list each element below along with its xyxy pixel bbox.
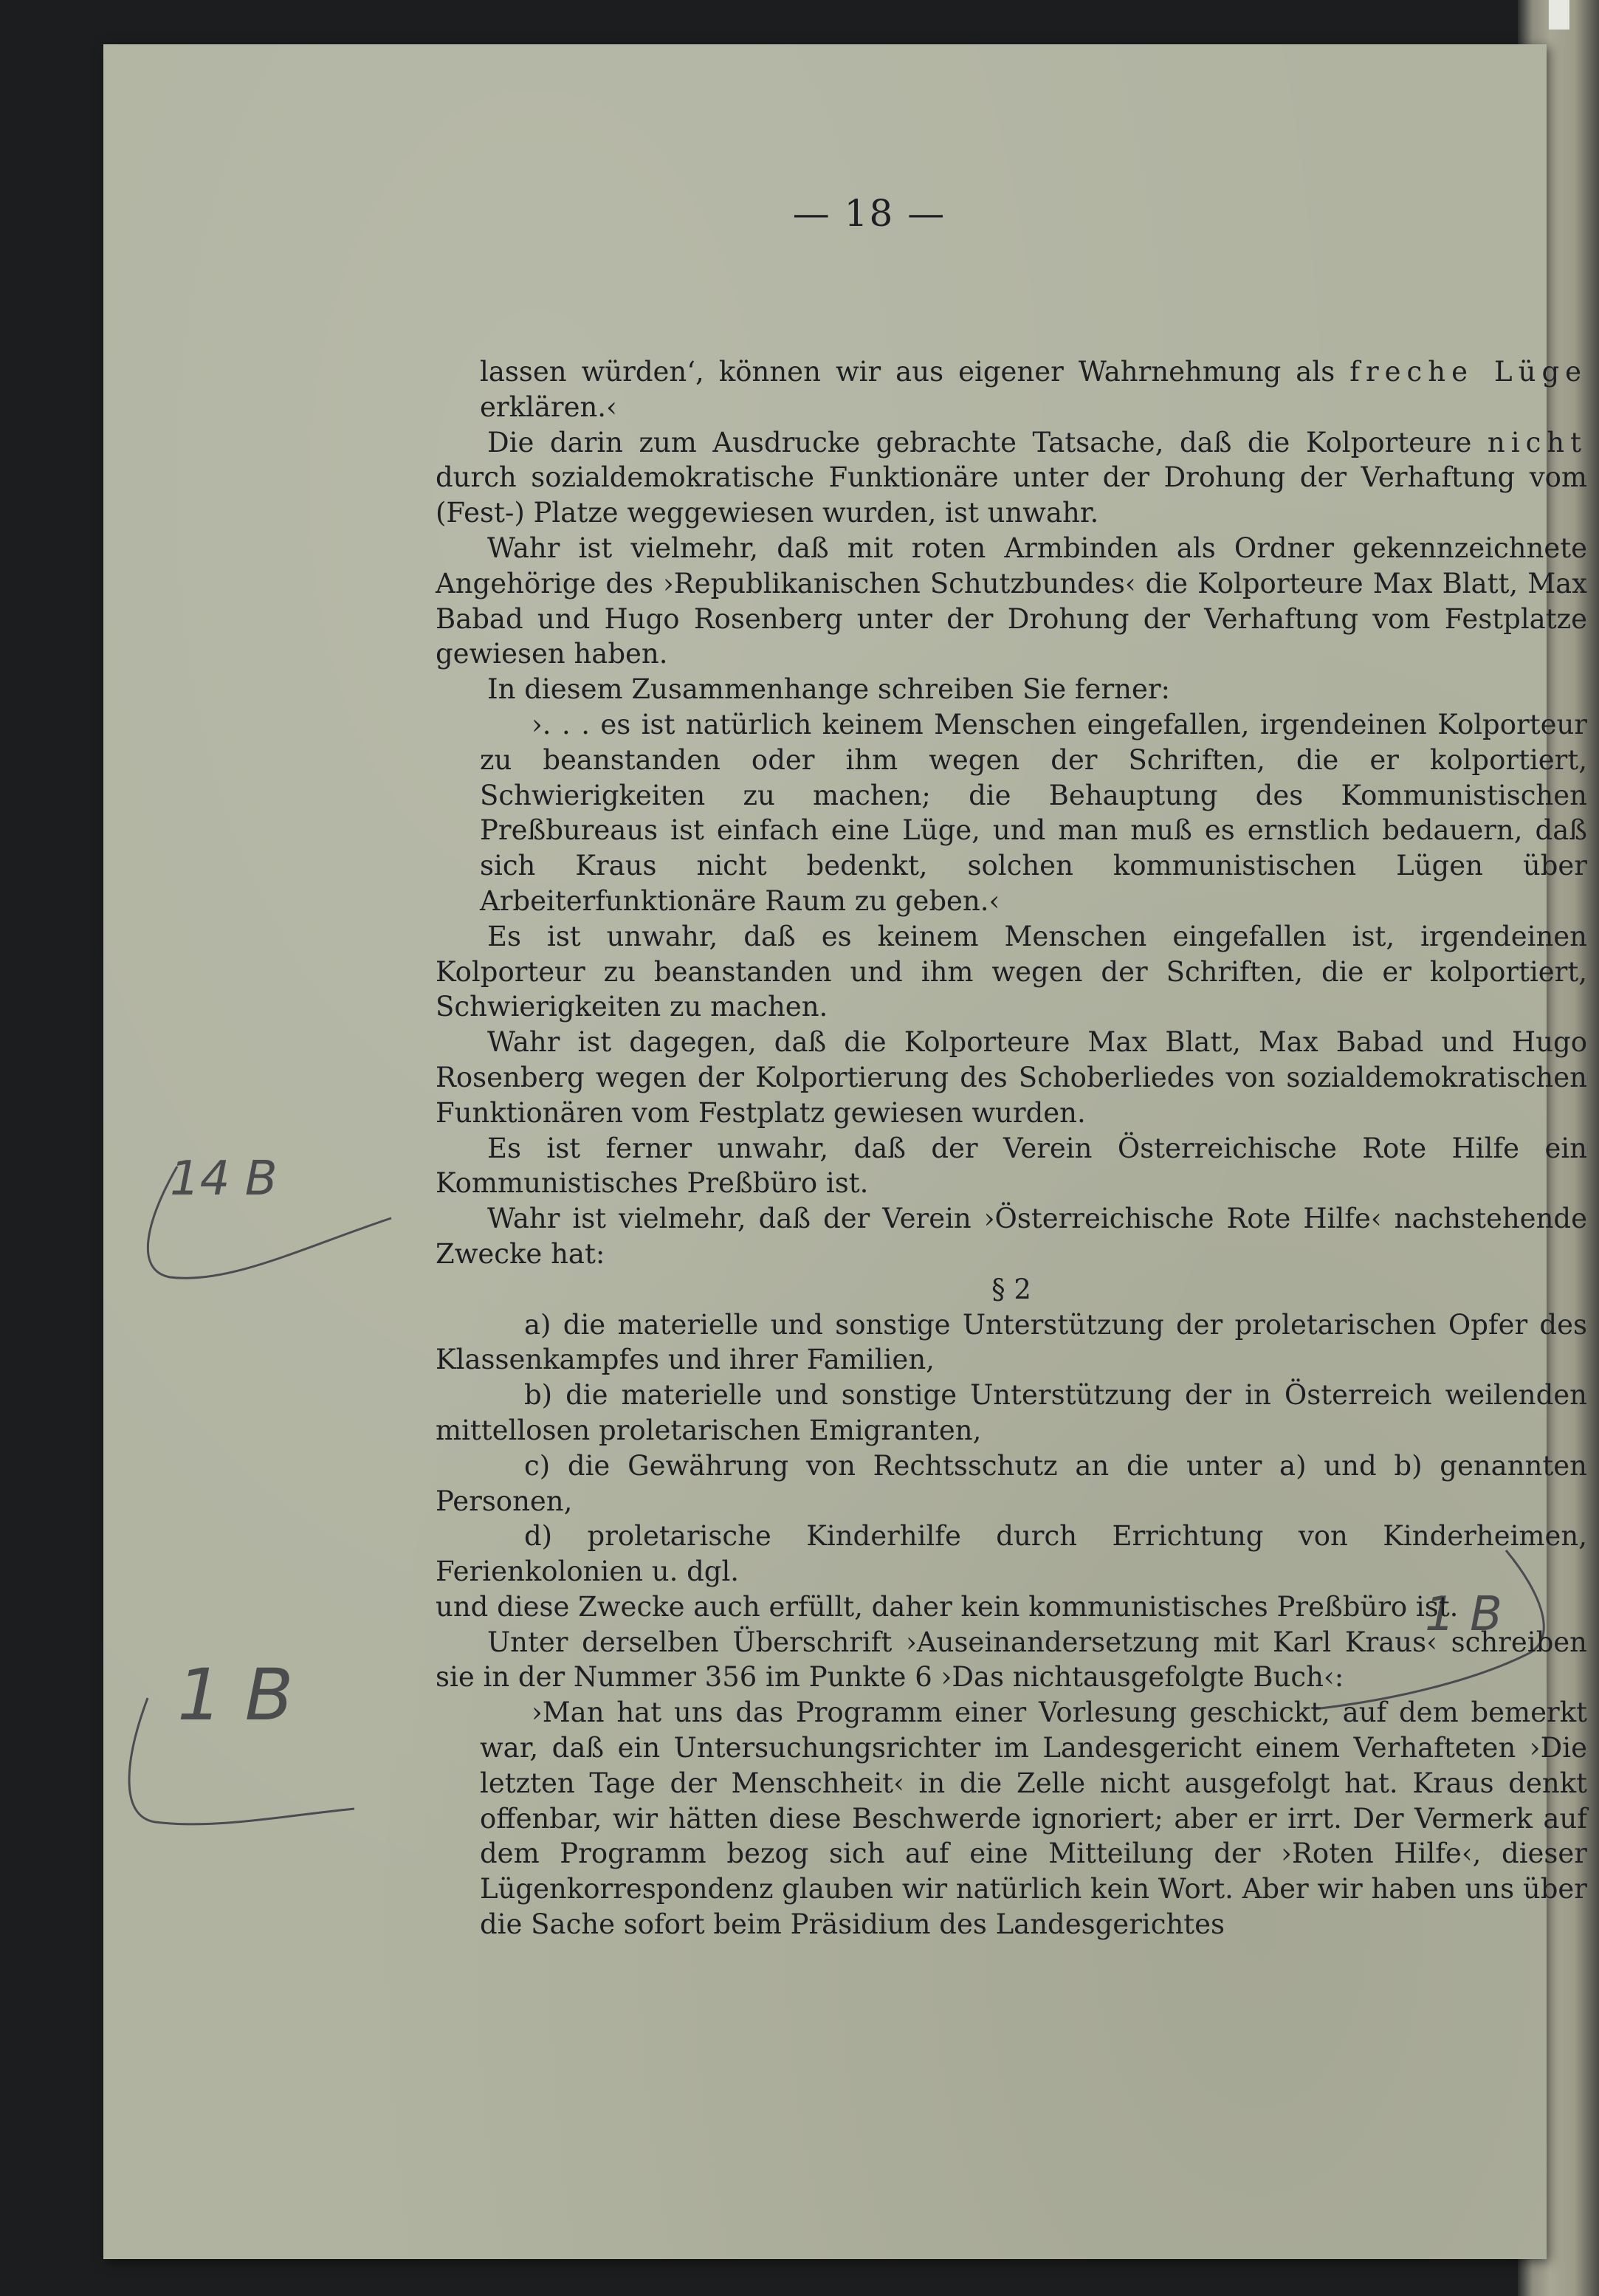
document-page <box>103 44 1588 2259</box>
annotation-text: 1 B <box>177 1654 294 1736</box>
paragraph: Wahr ist vielmehr, daß der Verein ›Österreichische Rote Hilfe‹ nachstehende Zwecke hat: <box>436 1203 1587 1270</box>
list-item: b) die materielle und sonstige Unterstützung der in Österreich weilenden mittellosen proletarischen Emigranten, <box>436 1379 1587 1446</box>
paragraph: Die darin zum Ausdrucke gebrachte Tatsache, daß die Kolporteure nicht durch sozialdemokratische Funktionäre unter der Drohung der Verhaftung vom (Fest-) Platze weggewiesen wurden, ist unwahr. <box>436 426 1587 529</box>
block-quote: ›. . . es ist natürlich keinem Menschen eingefallen, irgendeinen Kolporteur zu beanstanden oder ihm wegen der Schriften, die er kolportiert, Schwierigkeiten zu machen; die Behauptung des Kommunistischen Preßbureaus ist einfach eine Lüge, und man muß es ernstlich bedauern, daß sich Kraus nicht bedenkt, solchen kommunistischen Lügen über Arbeiterfunktionäre Raum zu geben.‹ <box>480 708 1587 917</box>
paragraph: lassen würden‘, können wir aus eigener Wahrnehmung als freche Lüge erklären.‹ <box>480 356 1588 423</box>
paragraph: Es ist ferner unwahr, daß der Verein Österreichische Rote Hilfe ein Kommunistisches Preßbüro ist. <box>436 1132 1587 1200</box>
section-heading: § 2 <box>991 1273 1031 1305</box>
block-quote: ›Man hat uns das Programm einer Vorlesung geschickt, auf dem bemerkt war, daß ein Untersuchungsrichter im Landesgericht einem Verhafteten ›Die letzten Tage der Menschheit‹ in die Zelle nicht ausgefolgt hat. Kraus denkt offenbar, wir hätten diese Beschwerde ignoriert; aber er irrt. Der Vermerk auf dem Programm bezog sich auf eine Mitteilung der ›Roten Hilfe‹, dieser Lügenkorrespondenz glauben wir natürlich kein Wort. Aber wir haben uns über die Sache sofort beim Präsidium des Landesgerichtes <box>480 1697 1587 1941</box>
list-item: d) proletarische Kinderhilfe durch Errichtung von Kinderheimen, Ferienkolonien u. dgl. <box>436 1520 1587 1588</box>
margin-annotation-left-2 <box>118 1595 354 1838</box>
paragraph: In diesem Zusammenhange schreiben Sie ferner: <box>487 673 1171 706</box>
annotation-text: 1 B <box>1425 1587 1502 1642</box>
spine-tab <box>1549 0 1569 30</box>
paragraph: Wahr ist vielmehr, daß mit roten Armbinden als Ordner gekennzeichnete Angehörige des ›Republikanischen Schutzbundes‹ die Kolporteure Max Blatt, Max Babad und Hugo Rosenberg unter der Drohung der Verhaftung vom Festplatze gewiesen haben. <box>436 532 1587 670</box>
list-item: a) die materielle und sonstige Unterstützung der proletarischen Opfer des Klassenkampfes und ihrer Familien, <box>436 1308 1587 1376</box>
margin-annotation-left-1 <box>125 1100 391 1292</box>
page-number: — 18 — <box>792 192 946 235</box>
annotation-text: 14 B <box>170 1152 278 1206</box>
list-item: c) die Gewährung von Rechtsschutz an die unter a) und b) genannten Personen, <box>436 1449 1587 1517</box>
paragraph: Unter derselben Überschrift ›Auseinandersetzung mit Karl Kraus‹ schreiben sie in der Nummer 356 im Punkte 6 ›Das nichtausgefolgte Buch‹: <box>436 1626 1587 1694</box>
paragraph: und diese Zwecke auch erfüllt, daher kein kommunistisches Preßbüro ist. <box>436 1590 1459 1623</box>
main-text <box>436 354 1587 1942</box>
paragraph: Es ist unwahr, daß es keinem Menschen eingefallen ist, irgendeinen Kolporteur zu beanstanden und ihm wegen der Schriften, die er kolportiert, Schwierigkeiten zu machen. <box>436 920 1587 1023</box>
paragraph: Wahr ist dagegen, daß die Kolporteure Max Blatt, Max Babad und Hugo Rosenberg wegen der Kolportierung des Schoberliedes von sozialdemokratischen Funktionären vom Festplatz gewiesen wurden. <box>436 1026 1587 1129</box>
